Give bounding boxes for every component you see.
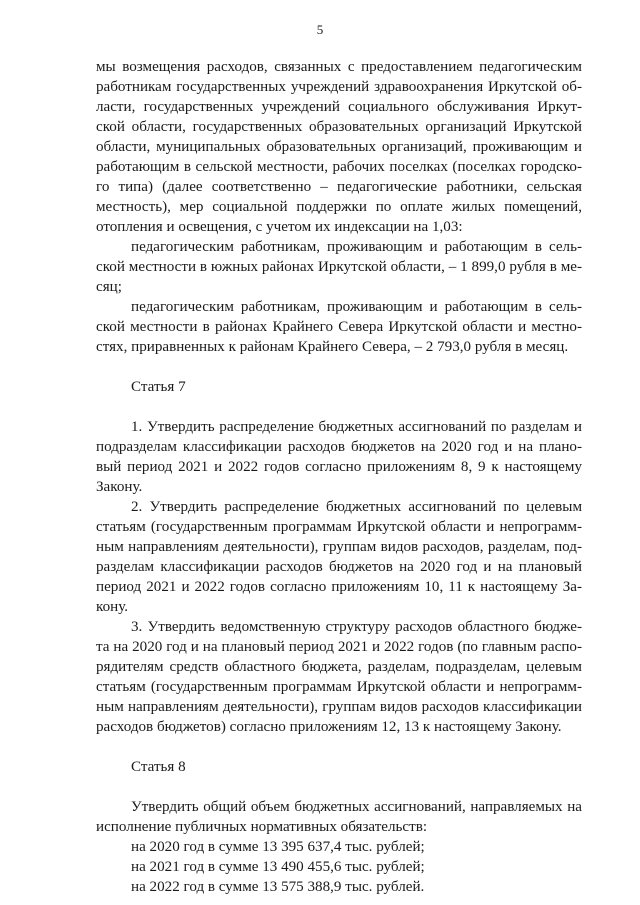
- article-heading: Статья 7: [131, 379, 186, 395]
- text-line: го типа) (далее соответственно – педагогические работники, сельская: [96, 179, 582, 195]
- text-line: ской области, государственных образовательных организаций Иркутской: [96, 119, 582, 135]
- text-line: работникам государственных учреждений здравоохранения Иркутской об-: [96, 79, 582, 95]
- text-line: на 2020 год в сумме 13 395 637,4 тыс. рублей;: [131, 839, 425, 855]
- text-line: области, муниципальных образовательных организаций, проживающим и: [96, 139, 582, 155]
- text-line: статьям (государственным программам Иркутской области и непрограмм-: [96, 519, 582, 535]
- text-line: ской местности в южных районах Иркутской области, – 1 899,0 рубля в ме-: [96, 259, 582, 275]
- text-line: на 2021 год в сумме 13 490 455,6 тыс. рублей;: [131, 859, 425, 875]
- article-heading: Статья 8: [131, 759, 186, 775]
- text-line: 2. Утвердить распределение бюджетных ассигнований по целевым: [131, 499, 582, 515]
- text-line: 1. Утвердить распределение бюджетных ассигнований по разделам и: [131, 419, 582, 435]
- text-line: расходов бюджетов) согласно приложениям 12, 13 к настоящему Закону.: [96, 719, 562, 735]
- text-line: рядителям средств областного бюджета, разделам, подразделам, целевым: [96, 659, 582, 675]
- text-line: та на 2020 год и на плановый период 2021 и 2022 годов (по главным распо-: [96, 639, 582, 655]
- text-line: подразделам классификации расходов бюджетов на 2020 год и на плано-: [96, 439, 582, 455]
- text-line: 3. Утвердить ведомственную структуру расходов областного бюдже-: [131, 619, 582, 635]
- text-line: ласти, государственных учреждений социального обслуживания Иркут-: [96, 99, 582, 115]
- text-line: Утвердить общий объем бюджетных ассигнований, направляемых на: [131, 799, 582, 815]
- text-line: стях, приравненных к районам Крайнего Севера, – 2 793,0 рубля в месяц.: [96, 339, 569, 355]
- text-line: педагогическим работникам, проживающим и работающим в сель-: [131, 299, 582, 315]
- text-line: на 2022 год в сумме 13 575 388,9 тыс. рублей.: [131, 879, 425, 895]
- text-line: мы возмещения расходов, связанных с предоставлением педагогическим: [96, 59, 582, 75]
- text-line: кону.: [96, 599, 128, 615]
- text-line: период 2021 и 2022 годов согласно приложениям 10, 11 к настоящему За-: [96, 579, 582, 595]
- text-line: статьям (государственным программам Иркутской области и непрограмм-: [96, 679, 582, 695]
- text-line: местность), мер социальной поддержки по оплате жилых помещений,: [96, 199, 582, 215]
- page-number: 5: [316, 22, 324, 37]
- text-line: работающим в сельской местности, рабочих поселках (поселках городско-: [96, 159, 582, 175]
- text-line: отопления и освещения, с учетом их индексации на 1,03:: [96, 219, 463, 235]
- text-line: исполнение публичных нормативных обязательств:: [96, 819, 428, 835]
- text-line: педагогическим работникам, проживающим и работающим в сель-: [131, 239, 582, 255]
- text-line: сяц;: [96, 279, 122, 295]
- text-line: ным направлениям деятельности), группам видов расходов классификации: [96, 699, 582, 715]
- text-line: ным направлениям деятельности), группам видов расходов, разделам, под-: [96, 539, 582, 555]
- text-line: разделам классификации расходов бюджетов на 2020 год и на плановый: [96, 559, 582, 575]
- text-line: ской местности в районах Крайнего Севера Иркутской области и местно-: [96, 319, 582, 335]
- text-line: Закону.: [96, 479, 143, 495]
- text-line: вый период 2021 и 2022 годов согласно приложениям 8, 9 к настоящему: [96, 459, 582, 475]
